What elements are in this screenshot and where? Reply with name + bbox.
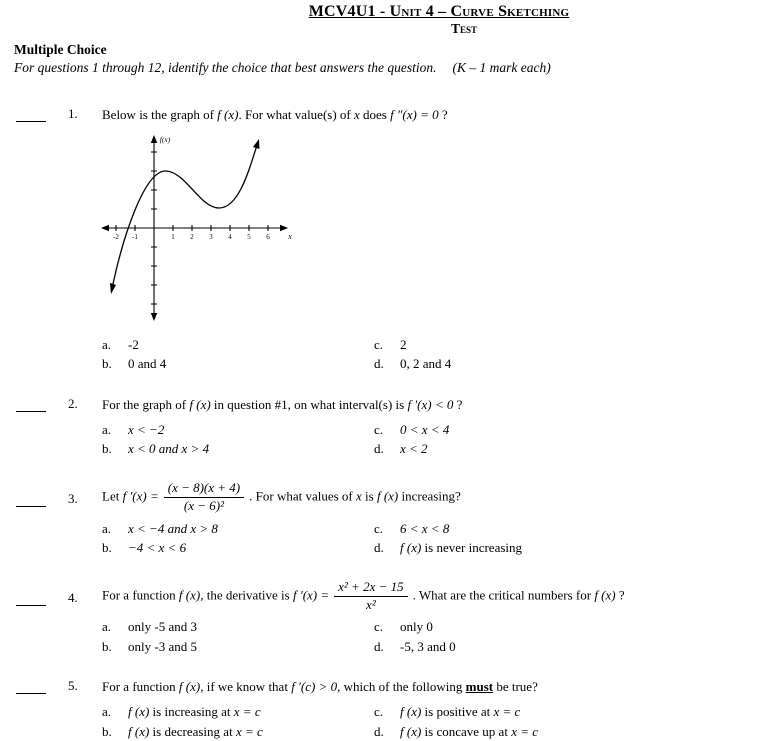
tick-label: 5 xyxy=(247,232,251,241)
option-text: only -3 and 5 xyxy=(128,638,197,654)
text-segment: does xyxy=(359,107,391,122)
options xyxy=(102,519,743,558)
option-c xyxy=(374,617,743,637)
document-subtitle: Test xyxy=(450,21,477,36)
option-label: b. xyxy=(102,356,112,372)
tick-label: 2 xyxy=(190,232,194,241)
math-segment: x xyxy=(356,488,362,504)
math-segment: f ′(x) = xyxy=(292,586,330,602)
x-axis-arrow-left-icon xyxy=(101,225,109,231)
option-label: b. xyxy=(102,638,112,654)
x-axis-arrow-right-icon xyxy=(280,225,288,231)
math-segment: f (x) xyxy=(128,704,150,720)
text-segment: Below is the graph of xyxy=(102,107,218,122)
instructions xyxy=(14,60,743,76)
option-label: d. xyxy=(374,356,384,372)
option-d xyxy=(374,354,743,374)
math-segment: f ′(x) = xyxy=(122,488,159,504)
option-c xyxy=(374,519,743,539)
options-right-column xyxy=(374,519,743,558)
text-segment: is never increasing xyxy=(421,540,523,556)
option-label: a. xyxy=(102,520,112,536)
document-header xyxy=(119,3,757,37)
text-segment: , which of the following xyxy=(337,679,466,695)
math-segment: x = c xyxy=(493,704,521,720)
math-segment: f (x) xyxy=(400,704,422,720)
option-d xyxy=(374,637,743,657)
math-segment: x = c xyxy=(235,723,263,739)
math-segment: f ′(x) < 0 xyxy=(407,396,454,412)
option-text xyxy=(128,702,261,722)
option-text xyxy=(400,722,538,741)
option-label: d. xyxy=(374,723,384,739)
option-label: d. xyxy=(374,540,384,556)
function-graph xyxy=(92,128,304,326)
tick-label: -1 xyxy=(132,232,138,241)
tick-label: 4 xyxy=(228,232,232,241)
option-label: c. xyxy=(374,520,384,536)
options xyxy=(102,702,743,741)
y-axis-arrow-bottom-icon xyxy=(151,313,157,321)
question-3 xyxy=(14,481,743,558)
question-1 xyxy=(14,106,743,374)
options-right-column xyxy=(374,420,743,459)
option-text: x < −4 and x > 8 xyxy=(128,520,218,536)
options-right-column xyxy=(374,335,743,374)
math-segment: f (x) xyxy=(128,723,150,739)
math-segment: x = c xyxy=(233,704,261,720)
option-c xyxy=(374,702,743,722)
tick-label: -2 xyxy=(113,232,119,241)
math-segment: x = c xyxy=(511,723,538,739)
text-segment: is xyxy=(361,488,377,504)
options xyxy=(102,335,743,374)
tick-label: 3 xyxy=(209,232,213,241)
option-b xyxy=(102,637,374,657)
options-left-column xyxy=(102,519,374,558)
question-number: 4. xyxy=(68,589,78,605)
text-segment: . What are the critical numbers for xyxy=(412,586,595,602)
options-right-column xyxy=(374,617,743,656)
option-label: c. xyxy=(374,704,384,720)
document-title: MCV4U1 - Unit 4 – Curve Sketching xyxy=(308,3,570,20)
math-segment: f ″(x) = 0 xyxy=(390,107,439,122)
option-text: x < 0 and x > 4 xyxy=(128,441,210,457)
option-text: 0 < x < 4 xyxy=(400,421,450,437)
fraction xyxy=(334,580,407,613)
math-segment: x xyxy=(354,107,360,122)
math-segment: f (x) xyxy=(376,488,399,504)
y-axis-arrow-top-icon xyxy=(151,135,157,143)
option-text: only 0 xyxy=(400,619,433,635)
instructions-text: For questions 1 through 12, identify the choice that best answers the question. xyxy=(14,60,437,75)
math-segment: f (x) xyxy=(178,586,201,602)
text-segment: is increasing at xyxy=(149,704,234,720)
option-d xyxy=(374,538,743,558)
option-label: c. xyxy=(374,421,384,437)
option-a xyxy=(102,617,374,637)
text-segment: . For what value(s) of xyxy=(238,107,354,122)
tick-label: 1 xyxy=(171,232,175,241)
text-segment: ? xyxy=(453,396,463,412)
text-segment: For a function xyxy=(102,679,179,695)
option-c xyxy=(374,335,743,355)
math-segment: f (x) xyxy=(217,107,239,122)
question-text xyxy=(102,678,743,697)
text-segment: is decreasing at xyxy=(149,723,236,739)
text-segment: be true? xyxy=(493,679,538,695)
options-right-column xyxy=(374,702,743,741)
fraction-numerator: (x − 8)(x + 4) xyxy=(164,481,244,498)
math-segment: f (x) xyxy=(189,396,211,412)
option-a xyxy=(102,519,374,539)
text-segment: ? xyxy=(438,107,448,122)
text-segment: , the derivative is xyxy=(200,586,293,602)
option-text: 0 and 4 xyxy=(128,356,167,372)
option-text: 0, 2 and 4 xyxy=(400,356,452,372)
text-segment: ? xyxy=(615,586,625,602)
math-segment: f (x) xyxy=(178,679,201,695)
option-label: d. xyxy=(374,638,384,654)
emphasized-word: must xyxy=(465,679,494,695)
option-b xyxy=(102,538,374,558)
text-segment: For the graph of xyxy=(102,396,190,412)
math-segment: f (x) xyxy=(594,586,616,602)
curve-arrow-start-icon xyxy=(110,283,116,294)
math-segment: f (x) xyxy=(400,723,422,739)
options xyxy=(102,420,743,459)
options xyxy=(102,617,743,656)
option-label: b. xyxy=(102,540,112,556)
option-text: −4 < x < 6 xyxy=(128,540,187,556)
question-number: 1. xyxy=(68,106,78,121)
y-axis-label: f(x) xyxy=(159,134,171,144)
answer-blank xyxy=(16,605,46,606)
option-text: x < 2 xyxy=(400,441,428,457)
options-left-column xyxy=(102,420,374,459)
x-axis-label: x xyxy=(288,231,292,241)
marks-note: (K – 1 mark each) xyxy=(452,60,551,75)
graph-container xyxy=(92,128,743,330)
tick-label: 6 xyxy=(266,232,270,241)
curve xyxy=(112,142,258,289)
answer-blank xyxy=(16,506,46,507)
text-segment: . For what values of xyxy=(249,488,357,504)
option-a xyxy=(102,420,374,440)
text-segment: Let xyxy=(102,488,123,504)
option-text xyxy=(400,702,520,722)
question-2 xyxy=(14,396,743,459)
text-segment: is positive at xyxy=(421,704,494,720)
option-label: b. xyxy=(102,723,112,739)
option-label: d. xyxy=(374,441,384,457)
fraction xyxy=(164,481,244,514)
question-text xyxy=(102,580,743,613)
curve-arrow-end-icon xyxy=(253,139,260,149)
text-segment: increasing? xyxy=(398,488,461,504)
fraction-denominator: x² xyxy=(366,596,376,612)
question-number: 5. xyxy=(68,678,78,694)
fraction-denominator: (x − 6)² xyxy=(183,497,224,513)
text-segment: in question #1, on what interval(s) is xyxy=(210,396,408,412)
option-label: a. xyxy=(102,619,112,635)
option-text: only -5 and 3 xyxy=(128,619,197,635)
option-text xyxy=(400,538,522,558)
fraction-numerator: x² + 2x − 15 xyxy=(334,580,407,597)
option-label: a. xyxy=(102,421,112,437)
question-number: 3. xyxy=(68,490,78,506)
option-b xyxy=(102,439,374,459)
options-left-column xyxy=(102,617,374,656)
option-label: c. xyxy=(374,619,384,635)
question-4 xyxy=(14,580,743,657)
option-b xyxy=(102,354,374,374)
option-a xyxy=(102,702,374,722)
text-segment: , if we know that xyxy=(200,679,292,695)
question-list xyxy=(14,106,743,741)
option-text: 6 < x < 8 xyxy=(400,520,450,536)
options-left-column xyxy=(102,702,374,741)
option-a xyxy=(102,335,374,355)
section-heading: Multiple Choice xyxy=(14,42,107,57)
option-label: c. xyxy=(374,336,384,352)
question-text xyxy=(102,106,743,125)
option-label: a. xyxy=(102,704,112,720)
option-text xyxy=(128,722,263,741)
options-left-column xyxy=(102,335,374,374)
option-b xyxy=(102,722,374,741)
option-d xyxy=(374,439,743,459)
text-segment: is concave up at xyxy=(421,723,512,739)
option-text: -2 xyxy=(128,336,139,352)
math-segment: f (x) xyxy=(400,540,422,556)
answer-blank xyxy=(16,411,46,412)
question-text xyxy=(102,396,743,415)
math-segment: f ′(c) > 0 xyxy=(291,679,338,695)
answer-blank xyxy=(16,693,46,694)
question-5 xyxy=(14,678,743,741)
option-text: -5, 3 and 0 xyxy=(400,638,456,654)
answer-blank xyxy=(16,121,46,122)
option-text: x < −2 xyxy=(128,421,165,437)
option-label: b. xyxy=(102,441,112,457)
option-c xyxy=(374,420,743,440)
option-d xyxy=(374,722,743,741)
option-text: 2 xyxy=(400,336,407,352)
question-text xyxy=(102,481,743,514)
question-number: 2. xyxy=(68,395,78,411)
option-label: a. xyxy=(102,336,112,352)
text-segment: For a function xyxy=(102,586,179,602)
